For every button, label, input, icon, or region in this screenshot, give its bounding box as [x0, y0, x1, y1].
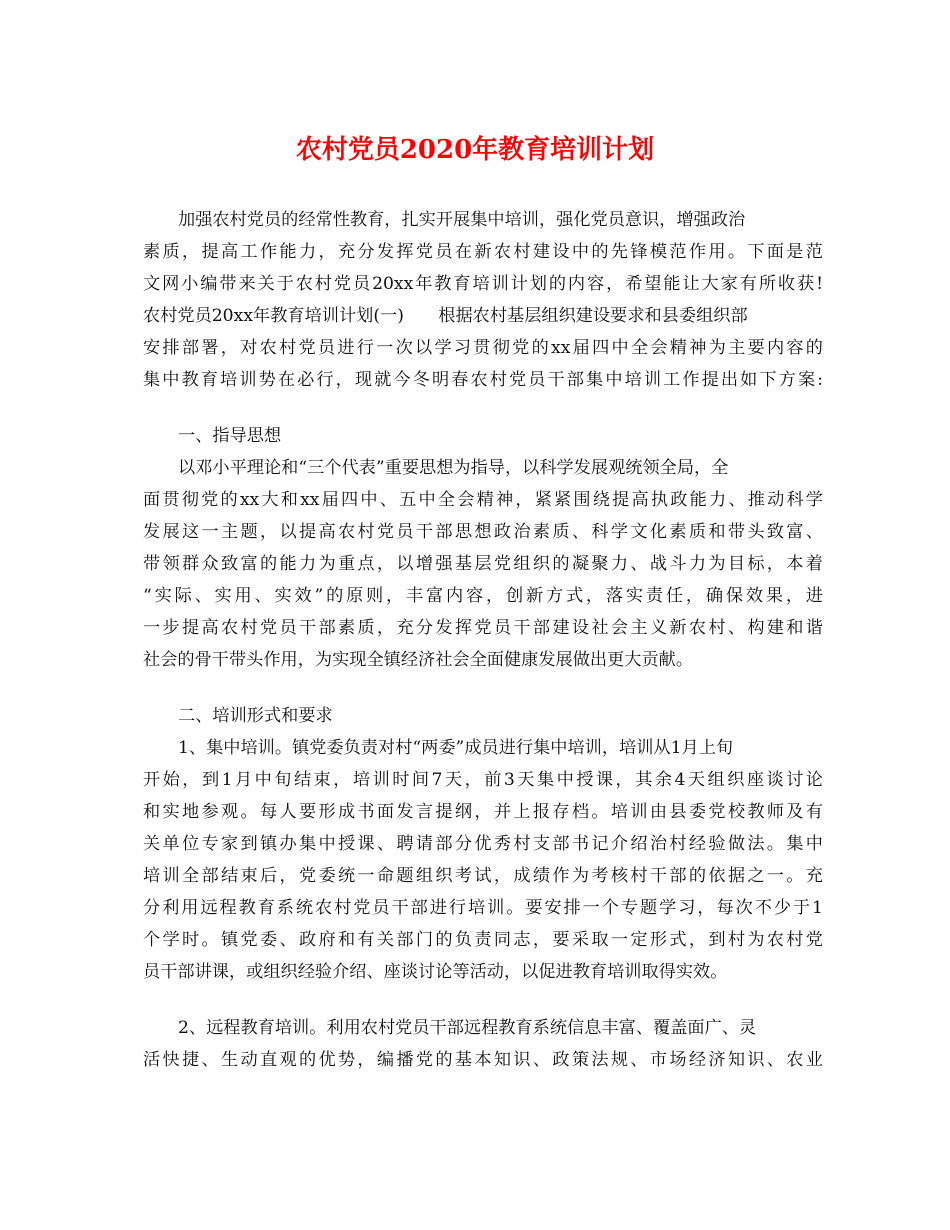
paragraph-line: “实际、实用、实效”的原则，丰富内容，创新方式，落实责任，确保效果，进 [143, 586, 823, 606]
paragraph-line: 面贯彻党的xx大和xx届四中、五中全会精神，紧紧围绕提高执政能力、推动科学 [143, 490, 823, 510]
paragraph-line: 开始，到1月中旬结束，培训时间7天，前3天集中授课，其余4天组织座谈讨论 [143, 770, 823, 790]
paragraph-line: 农村党员20xx年教育培训计划(一) 根据农村基层组织建设要求和县委组织部 [143, 306, 748, 326]
paragraph-line: 2、远程教育培训。利用农村党员干部远程教育系统信息丰富、覆盖面广、灵 [178, 1018, 757, 1038]
document-title: 农村党员2020年教育培训计划 [295, 135, 655, 165]
paragraph-line: 集中教育培训势在必行，现就今冬明春农村党员干部集中培训工作提出如下方案: [143, 370, 823, 390]
paragraph-line: 分利用远程教育系统农村党员干部进行培训。要安排一个专题学习，每次不少于1 [143, 898, 823, 918]
paragraph-line: 个学时。镇党委、政府和有关部门的负责同志，要采取一定形式，到村为农村党 [143, 930, 823, 950]
paragraph-line: 加强农村党员的经常性教育，扎实开展集中培训，强化党员意识，增强政治 [178, 210, 746, 230]
paragraph-line: 发展这一主题，以提高农村党员干部思想政治素质、科学文化素质和带头致富、 [143, 522, 823, 542]
paragraph-line: 素质，提高工作能力，充分发挥党员在新农村建设中的先锋模范作用。下面是范 [143, 242, 823, 262]
paragraph-line: 培训全部结束后，党委统一命题组织考试，成绩作为考核村干部的依据之一。充 [143, 866, 823, 886]
section-heading: 一、指导思想 [178, 426, 282, 446]
paragraph-line: 文网小编带来关于农村党员20xx年教育培训计划的内容，希望能让大家有所收获! [143, 274, 823, 294]
paragraph-line: 和实地参观。每人要形成书面发言提纲，并上报存档。培训由县委党校教师及有 [143, 802, 823, 822]
paragraph-line: 社会的骨干带头作用，为实现全镇经济社会全面健康发展做出更大贡献。 [143, 650, 694, 670]
paragraph-line: 以邓小平理论和“三个代表”重要思想为指导，以科学发展观统领全局，全 [178, 458, 729, 478]
paragraph-line: 一步提高农村党员干部素质，充分发挥党员干部建设社会主义新农村、构建和谐 [143, 618, 823, 638]
paragraph-line: 员干部讲课，或组织经验介绍、座谈讨论等活动，以促进教育培训取得实效。 [143, 962, 728, 982]
paragraph-line: 安排部署，对农村党员进行一次以学习贯彻党的xx届四中全会精神为主要内容的 [143, 338, 823, 358]
paragraph-line: 带领群众致富的能力为重点，以增强基层党组织的凝聚力、战斗力为目标，本着 [143, 554, 823, 574]
section-heading: 二、培训形式和要求 [178, 706, 333, 726]
paragraph-line: 1、集中培训。镇党委负责对村“两委”成员进行集中培训，培训从1月上旬 [178, 738, 734, 758]
paragraph-line: 活快捷、生动直观的优势，编播党的基本知识、政策法规、市场经济知识、农业 [143, 1050, 823, 1070]
paragraph-line: 关单位专家到镇办集中授课、聘请部分优秀村支部书记介绍治村经验做法。集中 [143, 834, 823, 854]
